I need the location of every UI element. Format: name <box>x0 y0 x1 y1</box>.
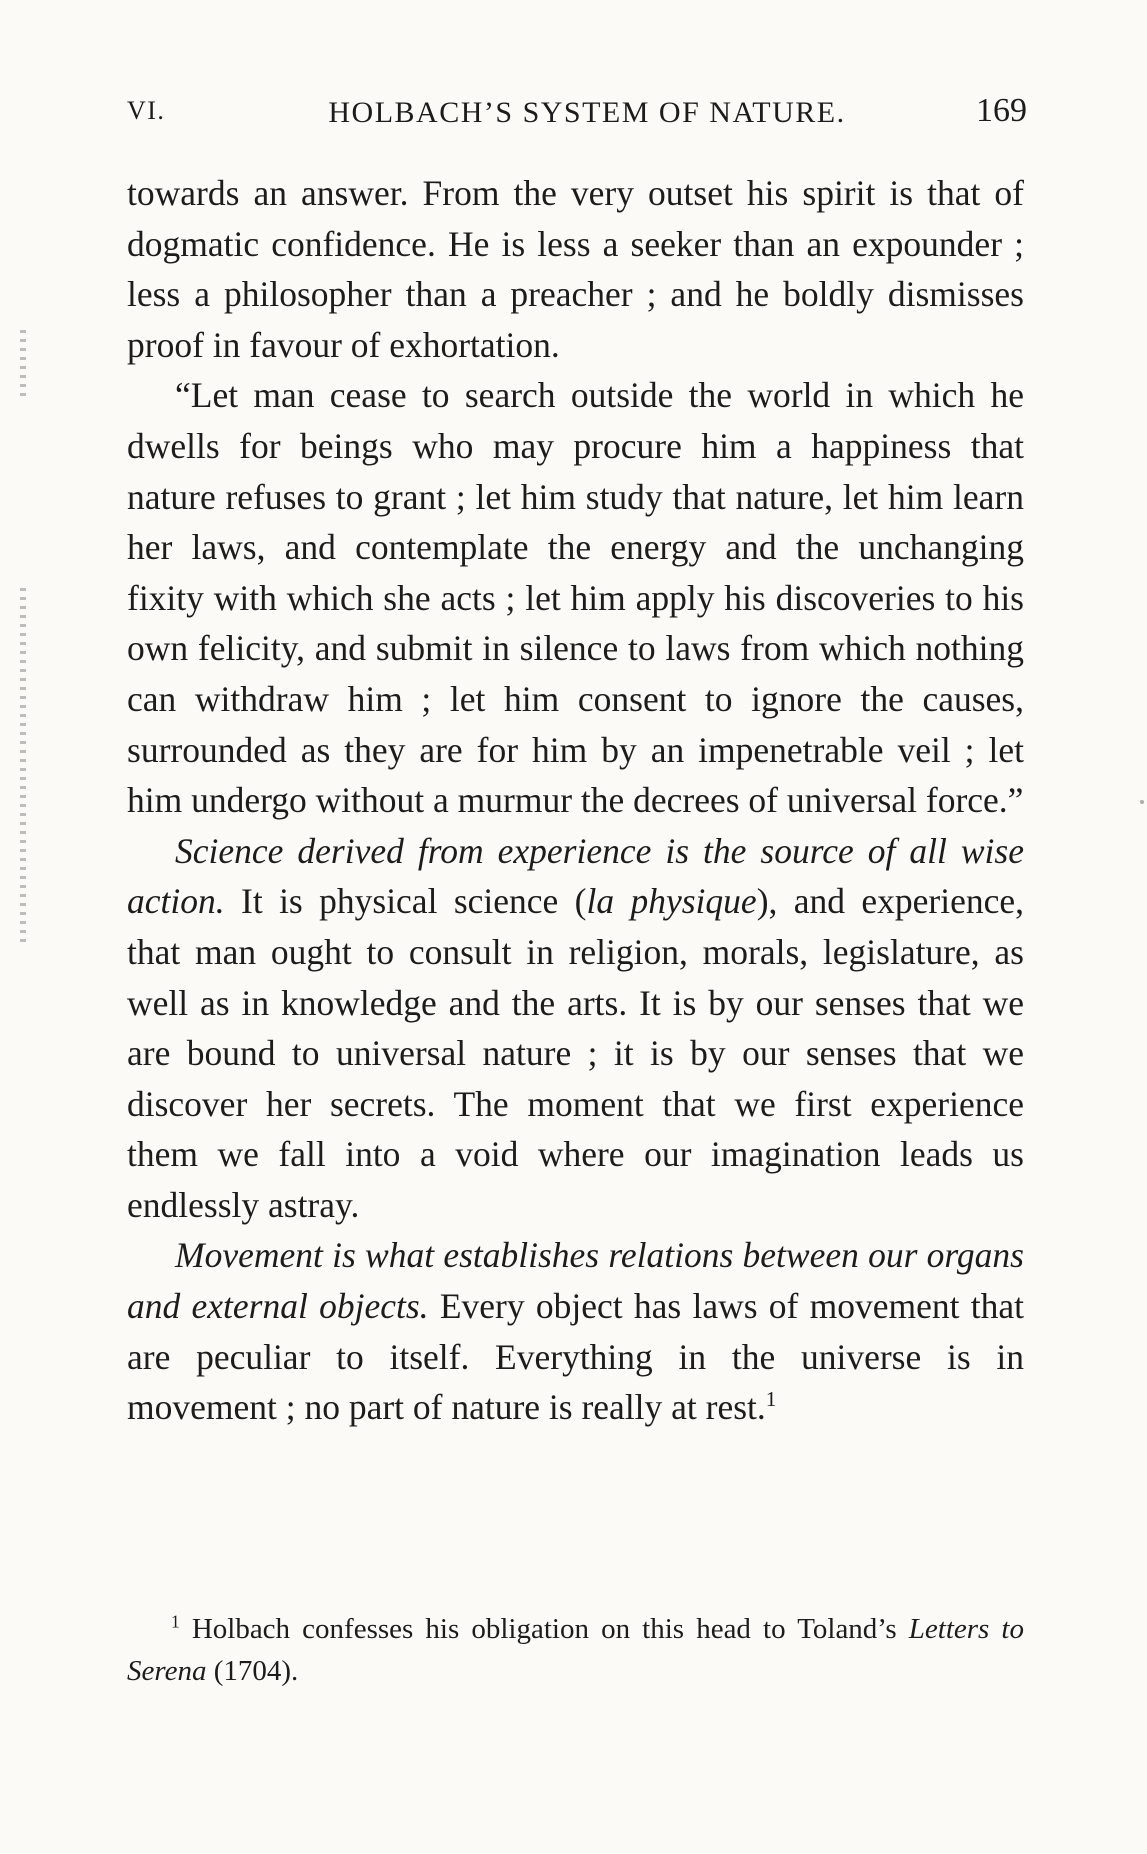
chapter-numeral: VI. <box>127 96 166 125</box>
text-run: (1704). <box>206 1655 299 1687</box>
body-text <box>127 168 1024 1433</box>
gutter-speckle <box>20 330 26 400</box>
text-run: Holbach confesses his obligation on this head to Toland’s <box>179 1613 909 1645</box>
paragraph <box>127 826 1024 1231</box>
text-run: ), and experience, that man ought to consult in religion, morals, legislature, as well as in knowledge and the arts. It is by our senses that we are bound to universal nature ; it is by our senses that we discover her secrets. The moment that we first experience them we fall into a void where our imagination leads us endlessly astray. <box>127 881 1025 1225</box>
footnote-marker: 1 <box>765 1387 777 1412</box>
footnote <box>127 1608 1024 1692</box>
page-number: 169 <box>976 92 1027 129</box>
italic-text: Movement is what establishes relations between our organs and external objects. <box>127 1235 1024 1327</box>
text-run: “Let man cease to search outside the world in which he dwells for beings who may procure him a happiness that nature refuses to grant ; let him study that nature, let him learn her laws, and contemplate the energy and the unchanging fixity with which she acts ; let him apply his discoveries to his own felicity, and submit in silence to laws from which nothing can withdraw him ; let him consent to ignore the causes, surrounded as they are for him by an impenetrable veil ; let him undergo without a murmur the decrees of universal force.” <box>127 375 1024 821</box>
text-run: Every object has laws of movement that are peculiar to itself. Everything in the universe is in movement ; no part of nature is really at rest. <box>127 1286 1024 1428</box>
italic-text: la physique <box>586 881 757 922</box>
running-title: HOLBACH’S SYSTEM OF NATURE. <box>328 96 846 129</box>
footnotes <box>127 1608 1024 1692</box>
paragraph <box>127 168 1024 370</box>
text-run: It is physical science ( <box>224 881 587 922</box>
footnote-number: 1 <box>171 1611 180 1632</box>
running-head <box>127 92 1027 136</box>
margin-dot <box>1140 800 1144 804</box>
italic-text: Letters to Serena <box>127 1613 1024 1687</box>
text-run: towards an answer. From the very outset his spirit is that of dogmatic confidence. He is less a seeker than an expounder ; less a philosopher than a preacher ; and he boldly dismisses proof in favour of exhortation. <box>127 173 1024 365</box>
paragraph <box>127 1230 1024 1432</box>
gutter-speckle <box>20 588 26 948</box>
italic-text: Science derived from experience is the source of all wise action. <box>127 830 1024 922</box>
paragraph <box>127 370 1024 825</box>
